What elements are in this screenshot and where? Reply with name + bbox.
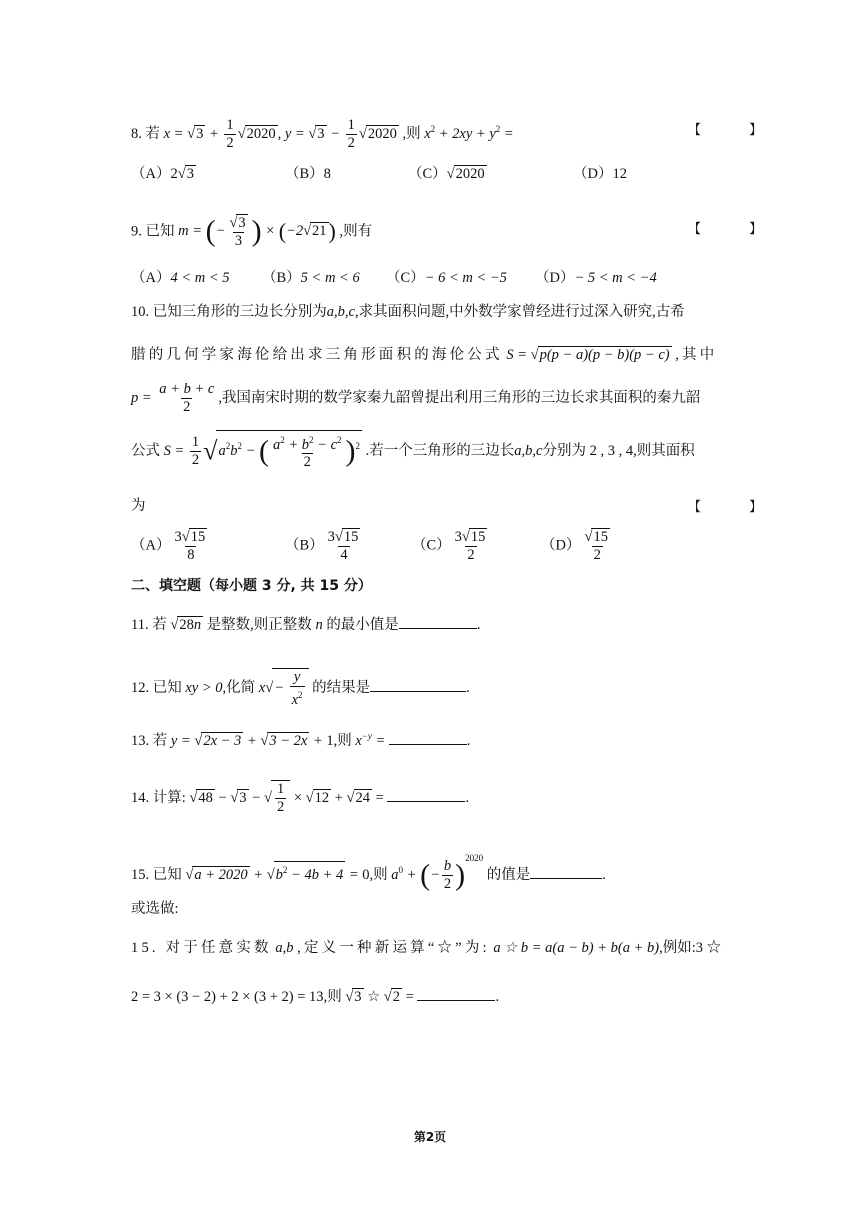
semiperimeter-formula: p = $\frac{a + b + c}{2}$ bbox=[131, 381, 215, 415]
section-fill-in-title: 二、填空题（每小题 3 分, 共 15 分） bbox=[131, 578, 372, 594]
q10-answer-bracket[interactable]: 【 】 bbox=[688, 500, 785, 515]
q8-formula: x = √3 + $\frac{1}{2}$ √2020 , y = √3 − $\frac{1}{2}$ √2020 bbox=[163, 117, 397, 151]
q10-line-4: 公式 S = $\frac{1}{2}$ $√a^2b^2$ − ( $\frac{a^2 + b^2 - c^2}{2}$ )$^2$ .若一个三角形的三边长a,b,c分别为 2 , 3 , 4,则其面积 bbox=[131, 430, 695, 471]
q15-answer-blank[interactable] bbox=[530, 864, 602, 879]
q12-answer-blank[interactable] bbox=[370, 677, 466, 692]
q8-tail: ,则 bbox=[402, 125, 421, 142]
qin-jiushao-formula: S = $\frac{1}{2}$ $√a^2b^2$ − ( $\frac{a^2 + b^2 - c^2}{2}$ )$^2$ bbox=[164, 443, 362, 459]
page-footer: 第2页 bbox=[413, 1130, 447, 1144]
q9-answer-bracket[interactable]: 【 】 bbox=[688, 222, 785, 237]
q15-stem: 15. 已知 $√a + 2020 + √b^2 - 4b + 4 = 0$,则 $a^0$ + (− $\frac{b}{2}$ )$^{2020}$ 的值是 . bbox=[131, 853, 606, 893]
q8-option-b[interactable]: （B）8 bbox=[285, 166, 331, 182]
q10-option-b[interactable]: （B） $\frac{3√15}{4}$ bbox=[285, 529, 359, 563]
q11-answer-blank[interactable] bbox=[399, 614, 477, 629]
heron-formula: S = √p(p − a)(p − b)(p − c) bbox=[506, 347, 670, 363]
q10-line-3: p = $\frac{a + b + c}{2}$ ,我国南宋时期的数学家秦九韶曾提出利用三角形的三边长求其面积的秦九韶 bbox=[131, 381, 701, 415]
q9-formula: m = (− $\frac{√3}{3}$ ) × (−2√21) bbox=[178, 215, 336, 249]
q9-option-c[interactable]: （C）− 6 < m < −5 bbox=[386, 270, 507, 286]
q9-tail: ,则有 bbox=[339, 223, 373, 240]
q9-lead: 9. 已知 bbox=[131, 223, 175, 240]
q11-stem: 11. 若 √28n 是整数,则正整数 n 的最小值是 . bbox=[131, 614, 480, 635]
q10-line-5: 为 bbox=[131, 498, 146, 514]
q10-option-c[interactable]: （C） $\frac{3√15}{2}$ bbox=[412, 529, 486, 563]
q10-option-d[interactable]: （D） $\frac{√15}{2}$ bbox=[541, 529, 608, 563]
q8-stem bbox=[131, 117, 514, 152]
q8-answer-bracket[interactable]: 【 】 bbox=[688, 123, 785, 138]
q9-option-a[interactable]: （A）4 < m < 5 bbox=[131, 270, 230, 286]
q15b-line-2: 2 = 3 × (3 − 2) + 2 × (3 + 2) = 13,则 √3 ☆ √2 = . bbox=[131, 986, 499, 1007]
q10-line-1: 10. 已知三角形的三边长分别为a,b,c,求其面积问题,中外数学家曾经进行过深入研究,古希 bbox=[131, 304, 685, 320]
q8-option-d[interactable]: （D）12 bbox=[573, 166, 627, 182]
q9-stem bbox=[131, 214, 372, 250]
q8-option-c[interactable]: （C）√2020 bbox=[408, 166, 485, 182]
q15b-line-1: 15. 对于任意实数 a,b ,定义一种新运算“☆”为: a ☆ b = a(a − b) + b(a + b),例如:3 ☆ bbox=[131, 940, 722, 956]
q14-answer-blank[interactable] bbox=[387, 787, 465, 802]
q10-line-2: 腊的几何学家海伦给出求三角形面积的海伦公式 S = √p(p − a)(p − b)(p − c) ,其中 bbox=[131, 347, 718, 363]
q8-expression: $x^2 + 2xy + y^2$ = bbox=[424, 124, 514, 142]
q14-stem: 14. 计算: √48 − √3 − √ $\frac{1}{2}$ × √12 + √24 = . bbox=[131, 781, 470, 815]
q10-option-a[interactable]: （A） $\frac{3√15}{8}$ bbox=[131, 529, 206, 563]
q12-stem: 12. 已知 xy > 0,化简 x√− $\frac{y}{x^2}$ 的结果是 . bbox=[131, 669, 470, 708]
alternative-note: 或选做: bbox=[131, 901, 179, 917]
q8-option-a[interactable]: （A）2√3 bbox=[131, 166, 194, 182]
q9-option-d[interactable]: （D）− 5 < m < −4 bbox=[535, 270, 657, 286]
q15b-answer-blank[interactable] bbox=[417, 986, 495, 1001]
q13-answer-blank[interactable] bbox=[389, 730, 467, 745]
q8-lead: 8. 若 bbox=[131, 125, 160, 142]
q13-stem: 13. 若 y = √2x − 3 + √3 − 2x + 1,则 $x^{-y}$ = . bbox=[131, 731, 471, 749]
q9-option-b[interactable]: （B）5 < m < 6 bbox=[262, 270, 360, 286]
